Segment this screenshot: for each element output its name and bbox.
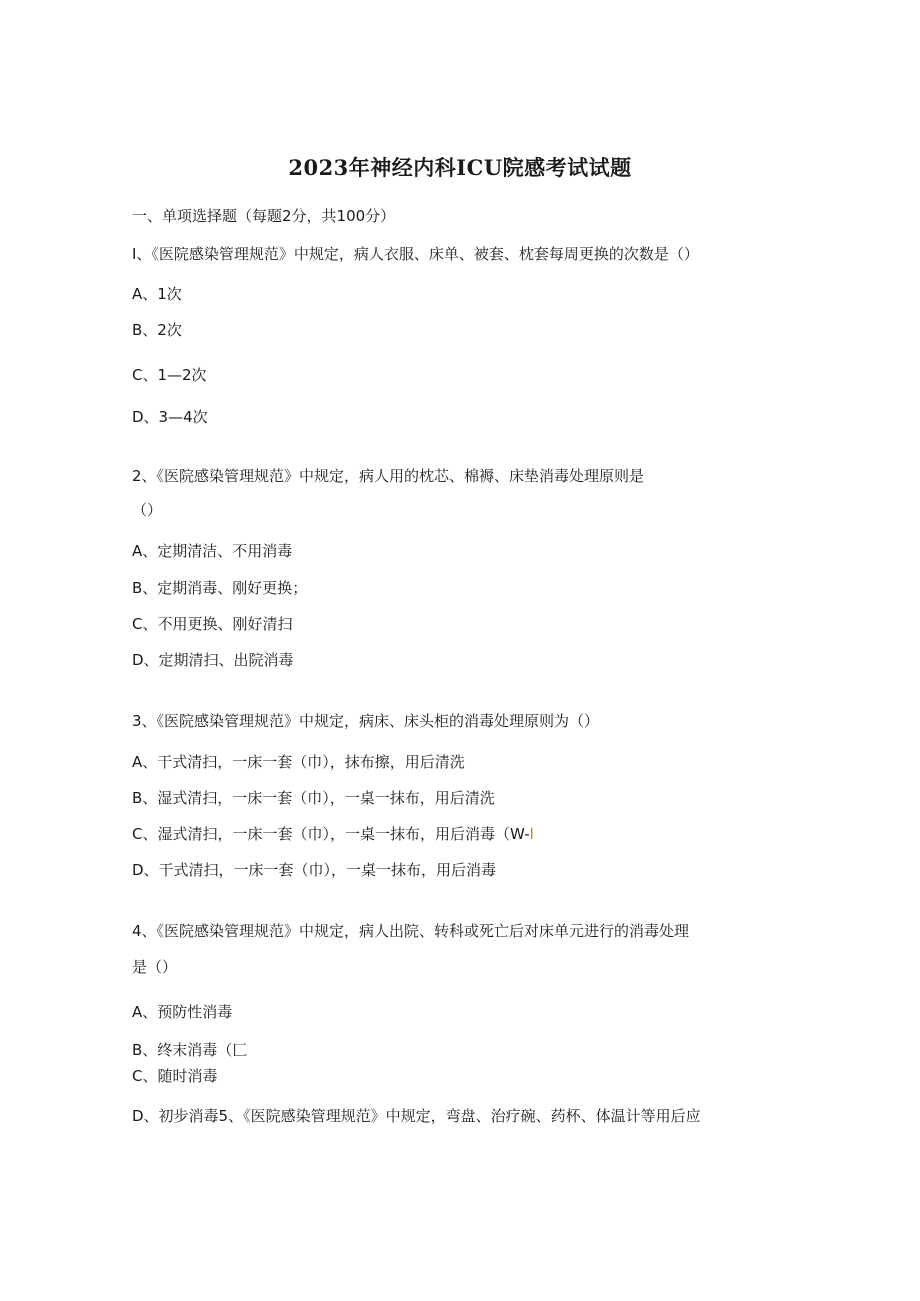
question-4-option-d-and-question-5: D、初步消毒5、《医院感染管理规范》中规定，弯盘、治疗碗、药杯、体温计等用后应 — [132, 1107, 701, 1125]
question-3-option-c-text: C、湿式清扫，一床一套（巾），一桌一抹布，用后消毒（W- — [132, 825, 530, 843]
question-1-option-b: B、2次 — [132, 321, 182, 339]
question-3-option-a: A、干式清扫，一床一套（巾），抹布擦，用后清洗 — [132, 753, 465, 771]
question-1: I、《医院感染管理规范》中规定，病人衣服、床单、被套、枕套每周更换的次数是（） — [132, 245, 699, 263]
question-1-option-d: D、3—4次 — [132, 408, 208, 426]
section-heading: 一、单项选择题（每题2分，共100分） — [132, 207, 396, 225]
question-3-option-b: B、湿式清扫，一床一套（巾），一桌一抹布，用后清洗 — [132, 789, 495, 807]
question-3-option-d: D、干式清扫，一床一套（巾），一桌一抹布，用后消毒 — [132, 861, 497, 879]
question-4-option-b: B、终末消毒（匚 — [132, 1041, 248, 1059]
document-title: 2023年神经内科ICU院感考试试题 — [288, 155, 632, 180]
question-3: 3、《医院感染管理规范》中规定，病床、床头柜的消毒处理原则为（） — [132, 712, 600, 730]
question-2-option-b: B、定期消毒、刚好更换； — [132, 579, 308, 597]
question-4: 4、《医院感染管理规范》中规定，病人出院、转科或死亡后对床单元进行的消毒处理 — [132, 922, 690, 940]
question-4-option-a: A、预防性消毒 — [132, 1003, 233, 1021]
question-3-option-c — [132, 824, 534, 844]
question-4-option-c: C、随时消毒 — [132, 1067, 218, 1085]
question-2-option-d: D、定期清扫、出院消毒 — [132, 651, 294, 669]
question-2-continuation: （） — [132, 501, 163, 519]
highlight-mark: l — [529, 825, 534, 843]
question-2-option-a: A、定期清洁、不用消毒 — [132, 542, 293, 560]
question-1-option-a: A、1次 — [132, 285, 182, 303]
question-1-option-c: C、1—2次 — [132, 366, 207, 384]
question-4-continuation: 是（） — [132, 958, 178, 976]
question-2-option-c: C、不用更换、刚好清扫 — [132, 615, 293, 633]
question-2: 2、《医院感染管理规范》中规定，病人用的枕芯、棉褥、床垫消毒处理原则是 — [132, 467, 645, 485]
